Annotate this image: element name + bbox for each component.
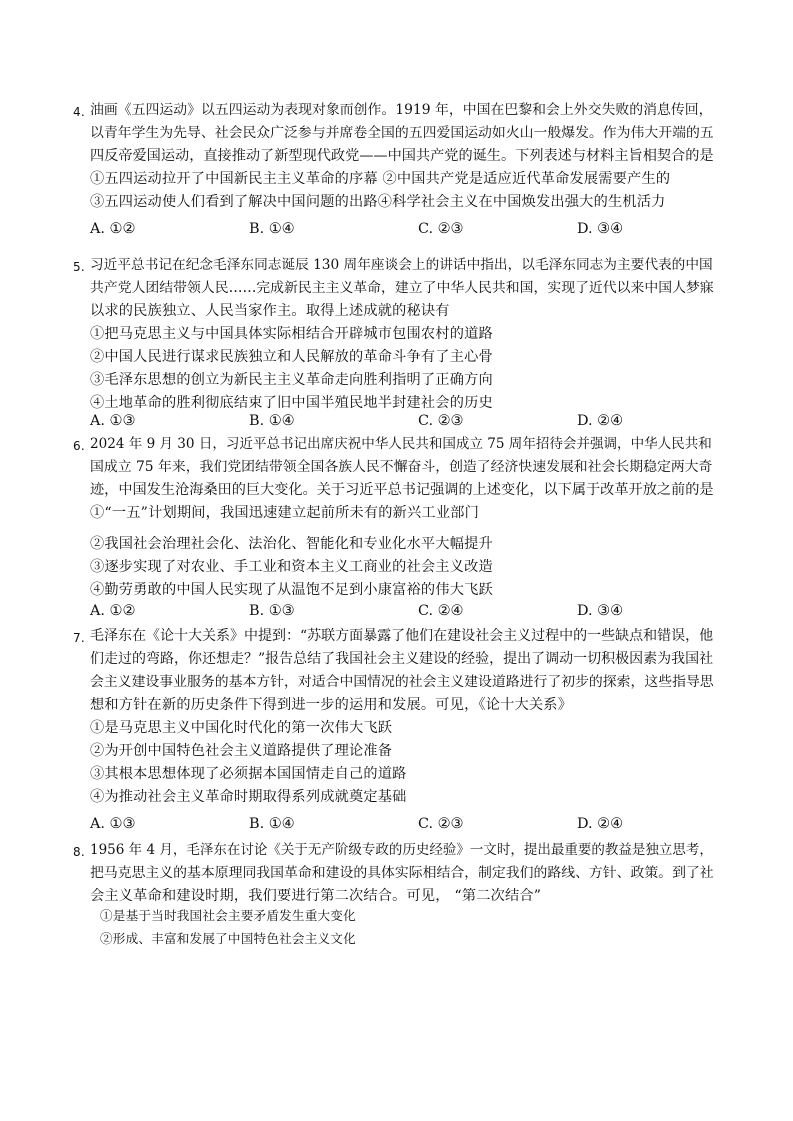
statement-line: ③逐步实现了对农业、手工业和资本主义工商业的社会主义改造	[90, 559, 493, 575]
statement-line: ④为推动社会主义革命时期取得系列成就奠定基础	[90, 789, 407, 805]
statement-line: ①把马克思主义与中国具体实际相结合开辟城市包围农村的道路	[90, 326, 493, 342]
question-stem-line: 迹，中国发生沧海桑田的巨大变化。关于习近平总书记强调的上述变化，以下属于改革开放之前的是	[90, 482, 714, 498]
option-b: B. ①④	[249, 221, 295, 237]
question-stem-line: 把马克思主义的基本原理同我国革命和建设的具体实际相结合，制定我们的路线、方针、政策。到了社	[90, 865, 714, 881]
question-stem-line: 以求的民族独立、人民当家作主。取得上述成就的秘诀有	[90, 303, 450, 319]
question-stem-line: 油画《五四运动》以五四运动为表现对象而创作。1919 年，中国在巴黎和会上外交失败的消息传回，	[90, 102, 713, 118]
statement-line: ③毛泽东思想的创立为新民主主义革命走向胜利指明了正确方向	[90, 372, 493, 388]
statement-line: ②为开创中国特色社会主义道路提供了理论准备	[90, 743, 393, 759]
statement-line: ①是马克思主义中国化时代化的第一次伟大飞跃	[90, 720, 393, 736]
option-c: C. ②③	[418, 221, 464, 237]
statement-line: ②中国人民进行谋求民族独立和人民解放的革命斗争有了主心骨	[90, 349, 493, 365]
question-stem-line: 国成立 75 年来，我们党团结带领全国各族人民不懈奋斗，创造了经济快速发展和社会长期稳定两大奇	[90, 459, 713, 475]
statement-line: ①“一五”计划期间，我国迅速建立起前所未有的新兴工业部门	[90, 505, 479, 521]
question-stem-line: 会主义建设事业服务的基本方针，对适合中国情况的社会主义建设道路进行了初步的探索，这些指导思	[90, 674, 714, 690]
option-a: A. ①③	[90, 413, 136, 429]
statement-line: ③其根本思想体现了必须据本国国情走自己的道路	[90, 766, 407, 782]
option-a: A. ①②	[90, 603, 136, 619]
option-d: D. ③④	[577, 603, 623, 619]
option-b: B. ①④	[249, 413, 295, 429]
question-stem-line: 以青年学生为先导、社会民众广泛参与并席卷全国的五四爱国运动如火山一般爆发。作为伟大开端的五	[90, 125, 714, 141]
option-d: D. ③④	[577, 221, 623, 237]
question-stem-line: 四反帝爱国运动，直接推动了新型现代政党——中国共产党的诞生。下列表述与材料主旨相契合的是	[90, 148, 714, 164]
question-number: 6.	[73, 439, 85, 453]
question-number: 7.	[73, 631, 85, 645]
question-stem-line: 毛泽东在《论十大关系》中提到：“苏联方面暴露了他们在建设社会主义过程中的一些缺点和错误，他	[90, 628, 714, 644]
question-number: 4.	[73, 105, 85, 119]
statement-line: ④勤劳勇敢的中国人民实现了从温饱不足到小康富裕的伟大飞跃	[90, 582, 493, 598]
option-c: C. ②③	[418, 816, 464, 832]
question-stem-line: 共产党人团结带领人民……完成新民主主义革命，建立了中华人民共和国，实现了近代以来中国人梦寐	[90, 280, 714, 296]
question-stem-line: 会主义革命和建设时期，我们要进行第二次结合。可见， “第二次结合”	[90, 888, 542, 904]
question-stem-line: 1956 年 4 月，毛泽东在讨论《关于无产阶级专政的历史经验》一文时，提出最重要的教益是独立思考，	[90, 842, 713, 858]
question-stem-line: 习近平总书记在纪念毛泽东同志诞辰 130 周年座谈会上的讲话中指出，以毛泽东同志为主要代表的中国	[90, 257, 713, 273]
question-stem-line: 想和方针在新的历史条件下得到进一步的运用和发展。可见，《论十大关系》	[90, 697, 573, 713]
option-d: D. ②④	[577, 816, 623, 832]
option-c: C. ②③	[418, 413, 464, 429]
question-number: 5.	[73, 260, 85, 274]
statement-line: ②形成、丰富和发展了中国特色社会主义文化	[100, 931, 356, 946]
question-number: 8.	[73, 845, 85, 859]
option-a: A. ①②	[90, 221, 136, 237]
statement-line: ①五四运动拉开了中国新民主主义革命的序幕 ②中国共产党是适应近代革命发展需要产生的	[90, 171, 671, 187]
statement-line: ②我国社会治理社会化、法治化、智能化和专业化水平大幅提升	[90, 536, 493, 552]
statement-line: ①是基于当时我国社会主要矛盾发生重大变化	[100, 908, 356, 923]
option-c: C. ②④	[418, 603, 464, 619]
question-stem-line: 2024 年 9 月 30 日，习近平总书记出席庆祝中华人民共和国成立 75 周年招待会并强调，中华人民共和	[90, 436, 712, 452]
statement-line: ④土地革命的胜利彻底结束了旧中国半殖民地半封建社会的历史	[90, 395, 493, 411]
option-d: D. ②④	[577, 413, 623, 429]
statement-line: ③五四运动使人们看到了解决中国问题的出路④科学社会主义在中国焕发出强大的生机活力	[90, 194, 666, 210]
option-b: B. ①③	[249, 603, 295, 619]
option-a: A. ①③	[90, 816, 136, 832]
option-b: B. ①④	[249, 816, 295, 832]
question-stem-line: 们走过的弯路，你还想走？”报告总结了我国社会主义建设的经验，提出了调动一切积极因素为我国社	[90, 651, 714, 667]
